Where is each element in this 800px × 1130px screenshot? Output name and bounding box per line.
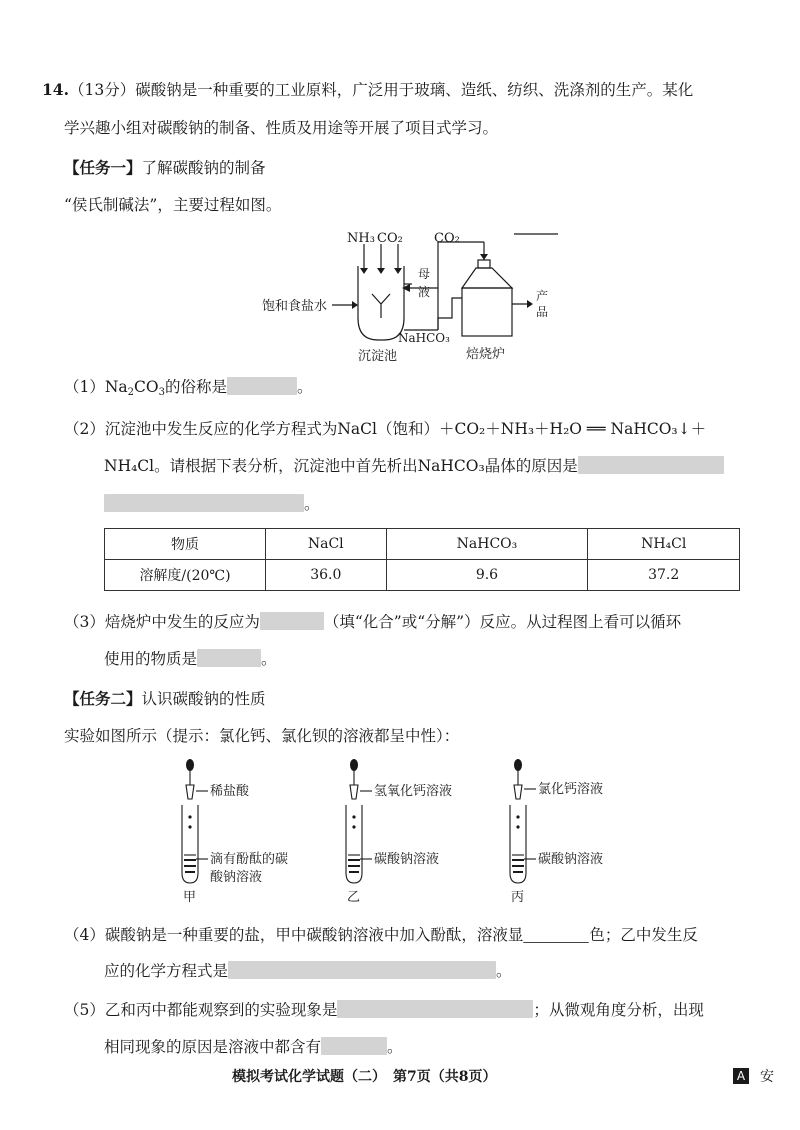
q2-line-3 xyxy=(104,493,320,515)
mother-liquor-label-1: 母 xyxy=(418,267,431,281)
q4-line-2 xyxy=(104,960,512,982)
answer-blank-4a[interactable] xyxy=(523,924,589,943)
task2-title: 【任务二】 xyxy=(64,689,142,708)
q4-text-2: 色；乙中发生反 xyxy=(589,926,698,944)
q1-mid: CO xyxy=(134,378,159,396)
answer-blank-4b[interactable] xyxy=(228,961,496,979)
task1-heading xyxy=(64,157,266,179)
q3-end: 。 xyxy=(261,650,277,668)
tank-label: 沉淀池 xyxy=(358,349,398,364)
paper-badge: A xyxy=(733,1068,749,1084)
answer-blank-5a[interactable] xyxy=(337,1000,533,1018)
table-header-cell: NaHCO₃ xyxy=(386,529,588,560)
bing-bottom-label: 碳酸钠溶液 xyxy=(538,852,604,867)
table-cell: 溶解度/(20℃) xyxy=(105,560,266,591)
q2-end: 。 xyxy=(304,495,320,513)
q2-text: NH₄Cl。请根据下表分析，沉淀池中首先析出NaHCO₃晶体的原因是 xyxy=(104,457,578,475)
q4-text-1: （4）碳酸钠是一种重要的盐，甲中碳酸钠溶液中加入酚酞，溶液显 xyxy=(64,926,524,944)
nahco3-label: NaHCO₃ xyxy=(398,331,450,345)
q5-line-2 xyxy=(104,1036,403,1058)
table-header-cell: NaCl xyxy=(266,529,387,560)
page-footer: 模拟考试化学试题（二） 第7页（共8页） xyxy=(232,1069,497,1085)
q3-text-1: （3）焙烧炉中发生的反应为 xyxy=(64,613,260,631)
bing-top-label: 氯化钙溶液 xyxy=(538,782,604,797)
q3-line-1 xyxy=(64,611,681,633)
footer-corner-text: 安 xyxy=(760,1069,774,1085)
q5-text-1: （5）乙和丙中都能观察到的实验现象是 xyxy=(64,1001,338,1019)
q5-line-1 xyxy=(64,999,704,1021)
table-cell: 9.6 xyxy=(386,560,588,591)
answer-blank-2b[interactable] xyxy=(104,494,304,512)
table-header-row xyxy=(105,529,740,560)
table-header-cell: 物质 xyxy=(105,529,266,560)
question-line-2: 学兴趣小组对碳酸钠的制备、性质及用途等开展了项目式学习。 xyxy=(64,119,499,137)
answer-blank-2a[interactable] xyxy=(578,456,724,474)
question-text-1: （13分）碳酸钠是一种重要的工业原料，广泛用于玻璃、造纸、纺织、洗涤剂的生产。某化 xyxy=(68,81,694,99)
task2-heading xyxy=(64,688,266,710)
q4-text-3: 应的化学方程式是 xyxy=(104,962,229,980)
q1-tail: 的俗称是 xyxy=(165,378,228,396)
q4-line-1 xyxy=(64,924,698,946)
q1-label: （1）Na xyxy=(64,378,128,396)
table-cell: 36.0 xyxy=(266,560,387,591)
q5-end: 。 xyxy=(387,1038,403,1056)
task1-intro: “侯氏制碱法”，主要过程如图。 xyxy=(64,196,282,214)
jia-bottom-label-2: 酸钠溶液 xyxy=(210,870,263,885)
tube-label-jia: 甲 xyxy=(183,890,197,905)
tube-label-yi: 乙 xyxy=(347,890,361,905)
q1-sub2: 3 xyxy=(158,387,165,398)
q4-end: 。 xyxy=(496,962,512,980)
tube-label-bing: 丙 xyxy=(511,890,525,905)
answer-blank-1[interactable] xyxy=(227,377,297,395)
answer-blank-3b[interactable] xyxy=(197,649,261,667)
table-cell: 37.2 xyxy=(588,560,740,591)
question-number: 14. xyxy=(42,80,69,99)
q3-text-2: （填“化合”或“分解”）反应。从过程图上看可以循环 xyxy=(323,613,682,631)
question-line-1 xyxy=(42,79,693,101)
task2-intro: 实验如图所示（提示：氯化钙、氯化钡的溶液都呈中性）： xyxy=(64,727,460,745)
q3-line-2 xyxy=(104,648,277,670)
furnace-label: 焙烧炉 xyxy=(466,347,506,362)
brine-label: 饱和食盐水 xyxy=(262,299,328,314)
product-label-2: 品 xyxy=(536,305,549,319)
yi-top-label: 氢氧化钙溶液 xyxy=(374,784,453,799)
task2-title-text: 认识碳酸钠的性质 xyxy=(141,690,266,708)
task1-title: 【任务一】 xyxy=(64,158,142,177)
answer-blank-3a[interactable] xyxy=(260,612,324,630)
q1-sub: 2 xyxy=(127,387,135,398)
test-tube-diagram xyxy=(0,755,800,905)
co2-label-a: CO₂ xyxy=(377,231,403,246)
q5-text-3: 相同现象的原因是溶液中都含有 xyxy=(104,1038,322,1056)
table-row xyxy=(105,560,740,591)
solubility-table xyxy=(104,528,740,591)
yi-bottom-label: 碳酸钠溶液 xyxy=(374,852,440,867)
process-diagram xyxy=(0,222,800,372)
co2-label-b: CO₂ xyxy=(434,231,460,246)
nh3-label: NH₃ xyxy=(347,231,375,246)
answer-blank-5b[interactable] xyxy=(321,1037,387,1055)
q2-line-2 xyxy=(104,455,724,477)
q3-text-3: 使用的物质是 xyxy=(104,650,198,668)
q1 xyxy=(64,376,313,398)
mother-liquor-label-2: 液 xyxy=(418,285,431,299)
product-label-1: 产 xyxy=(536,289,549,303)
jia-bottom-label-1: 滴有酚酞的碳 xyxy=(210,852,289,867)
q5-text-2: ；从微观角度分析，出现 xyxy=(533,1001,704,1019)
table-header-cell: NH₄Cl xyxy=(588,529,740,560)
task1-title-text: 了解碳酸钠的制备 xyxy=(141,159,266,177)
q2-line-1: （2）沉淀池中发生反应的化学方程式为NaCl（饱和）＋CO₂＋NH₃＋H₂O ══ NaHCO₃↓＋ xyxy=(64,420,707,438)
jia-top-label: 稀盐酸 xyxy=(210,784,250,799)
q1-end: 。 xyxy=(297,378,313,396)
